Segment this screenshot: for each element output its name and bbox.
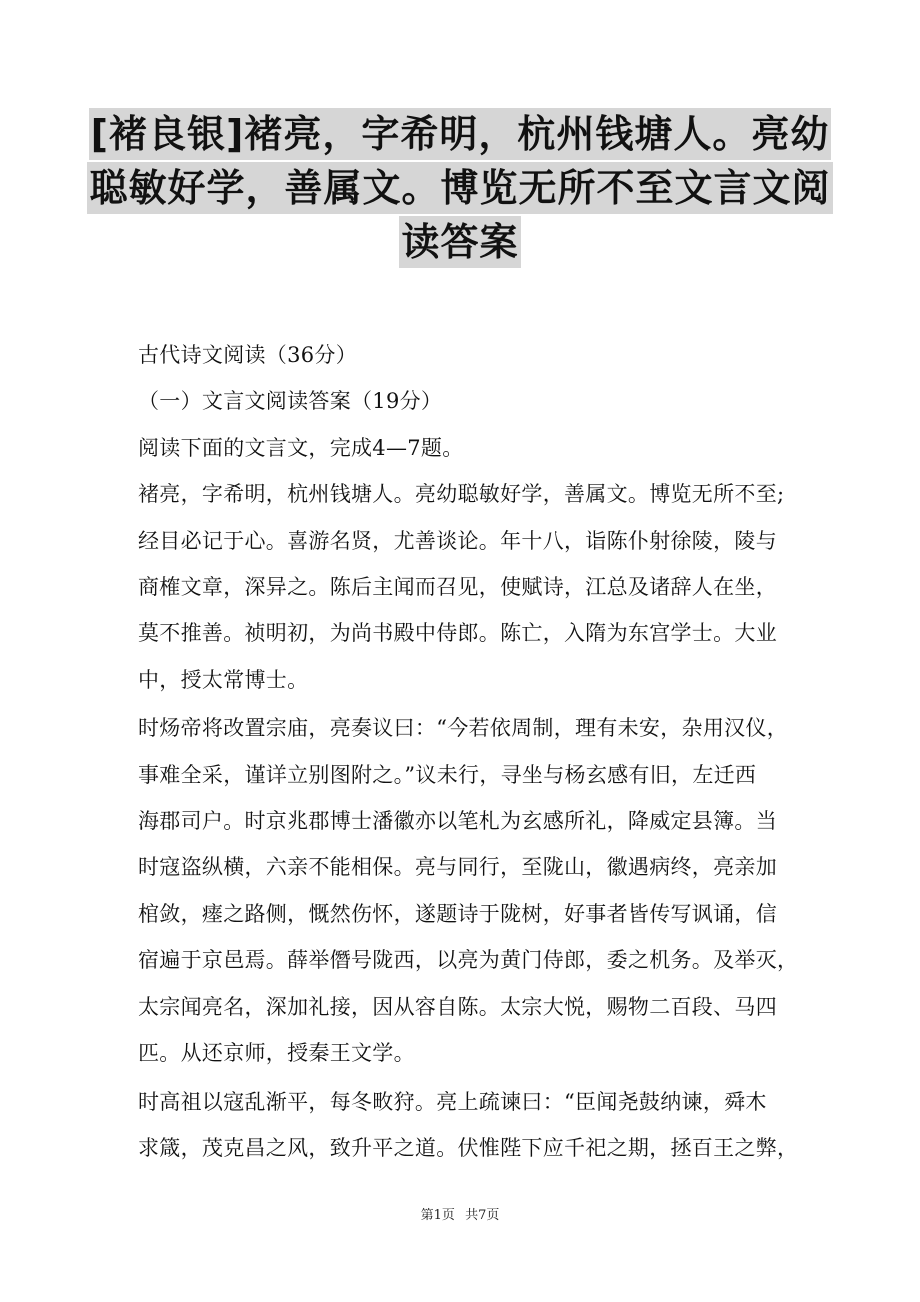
instruction-text: 阅读下面的文言文，完成4—7题。 xyxy=(138,435,464,460)
page-number: 第1页 xyxy=(420,1208,455,1223)
page-total: 共7页 xyxy=(465,1208,500,1223)
title-line-2: 聪敏好学，善属文。博览无所不至文言文阅 xyxy=(87,162,832,214)
text-line: 宿遍于京邑焉。薛举僭号陇西，以亮为黄门侍郎，委之机务。及举灭， xyxy=(138,948,799,973)
subsection-heading: （一）文言文阅读答案（19分） xyxy=(138,389,443,414)
text-line: 经目必记于心。喜游名贤，尤善谈论。年十八，诣陈仆射徐陵，陵与 xyxy=(138,528,777,553)
paragraph-3 xyxy=(138,1079,799,1172)
text-line: 莫不推善。祯明初，为尚书殿中侍郎。陈亡，入隋为东宫学士。大业 xyxy=(138,621,777,646)
page-footer xyxy=(0,1204,920,1223)
text-line: 时高祖以寇乱渐平，每冬畋狩。亮上疏谏曰：“臣闻尧鼓纳谏，舜木 xyxy=(138,1089,767,1114)
text-line: 时炀帝将改置宗庙，亮奏议曰：“今若依周制，理有未安，杂用汉仪， xyxy=(138,716,789,741)
paragraph-2 xyxy=(138,705,799,1076)
title-line-3: 读答案 xyxy=(399,216,520,268)
text-line: 商榷文章，深异之。陈后主闻而召见，使赋诗，江总及诸辞人在坐， xyxy=(138,575,777,600)
text-line: 太宗闻亮名，深加礼接，因从容自陈。太宗大悦，赐物二百段、马四 xyxy=(138,994,777,1019)
text-line: 求箴，茂克昌之风，致升平之道。伏惟陛下应千祀之期，拯百王之弊， xyxy=(138,1135,799,1160)
text-line: 褚亮，字希明，杭州钱塘人。亮幼聪敏好学，善属文。博览无所不至; xyxy=(138,482,785,507)
text-line: 事难全采，谨详立别图附之。”议未行，寻坐与杨玄感有旧，左迁西 xyxy=(138,762,757,787)
document-title xyxy=(0,108,920,270)
section-heading: 古代诗文阅读（36分） xyxy=(138,343,358,367)
text-line: 海郡司户。时京兆郡博士潘徽亦以笔札为玄感所礼，降威定县簿。当 xyxy=(138,809,777,834)
title-line-1: [褚良银]褚亮，字希明，杭州钱塘人。亮幼 xyxy=(89,108,832,160)
text-line: 时寇盗纵横，六亲不能相保。亮与同行，至陇山，徽遇病终，亮亲加 xyxy=(138,855,777,880)
text-line: 中，授太常博士。 xyxy=(138,667,309,692)
text-line: 匹。从还京师，授秦王文学。 xyxy=(138,1041,415,1066)
document-body xyxy=(138,332,799,1173)
text-line: 棺敛，瘗之路侧，慨然伤怀，遂题诗于陇树，好事者皆传写讽诵，信 xyxy=(138,901,777,926)
paragraph-1 xyxy=(138,471,788,703)
